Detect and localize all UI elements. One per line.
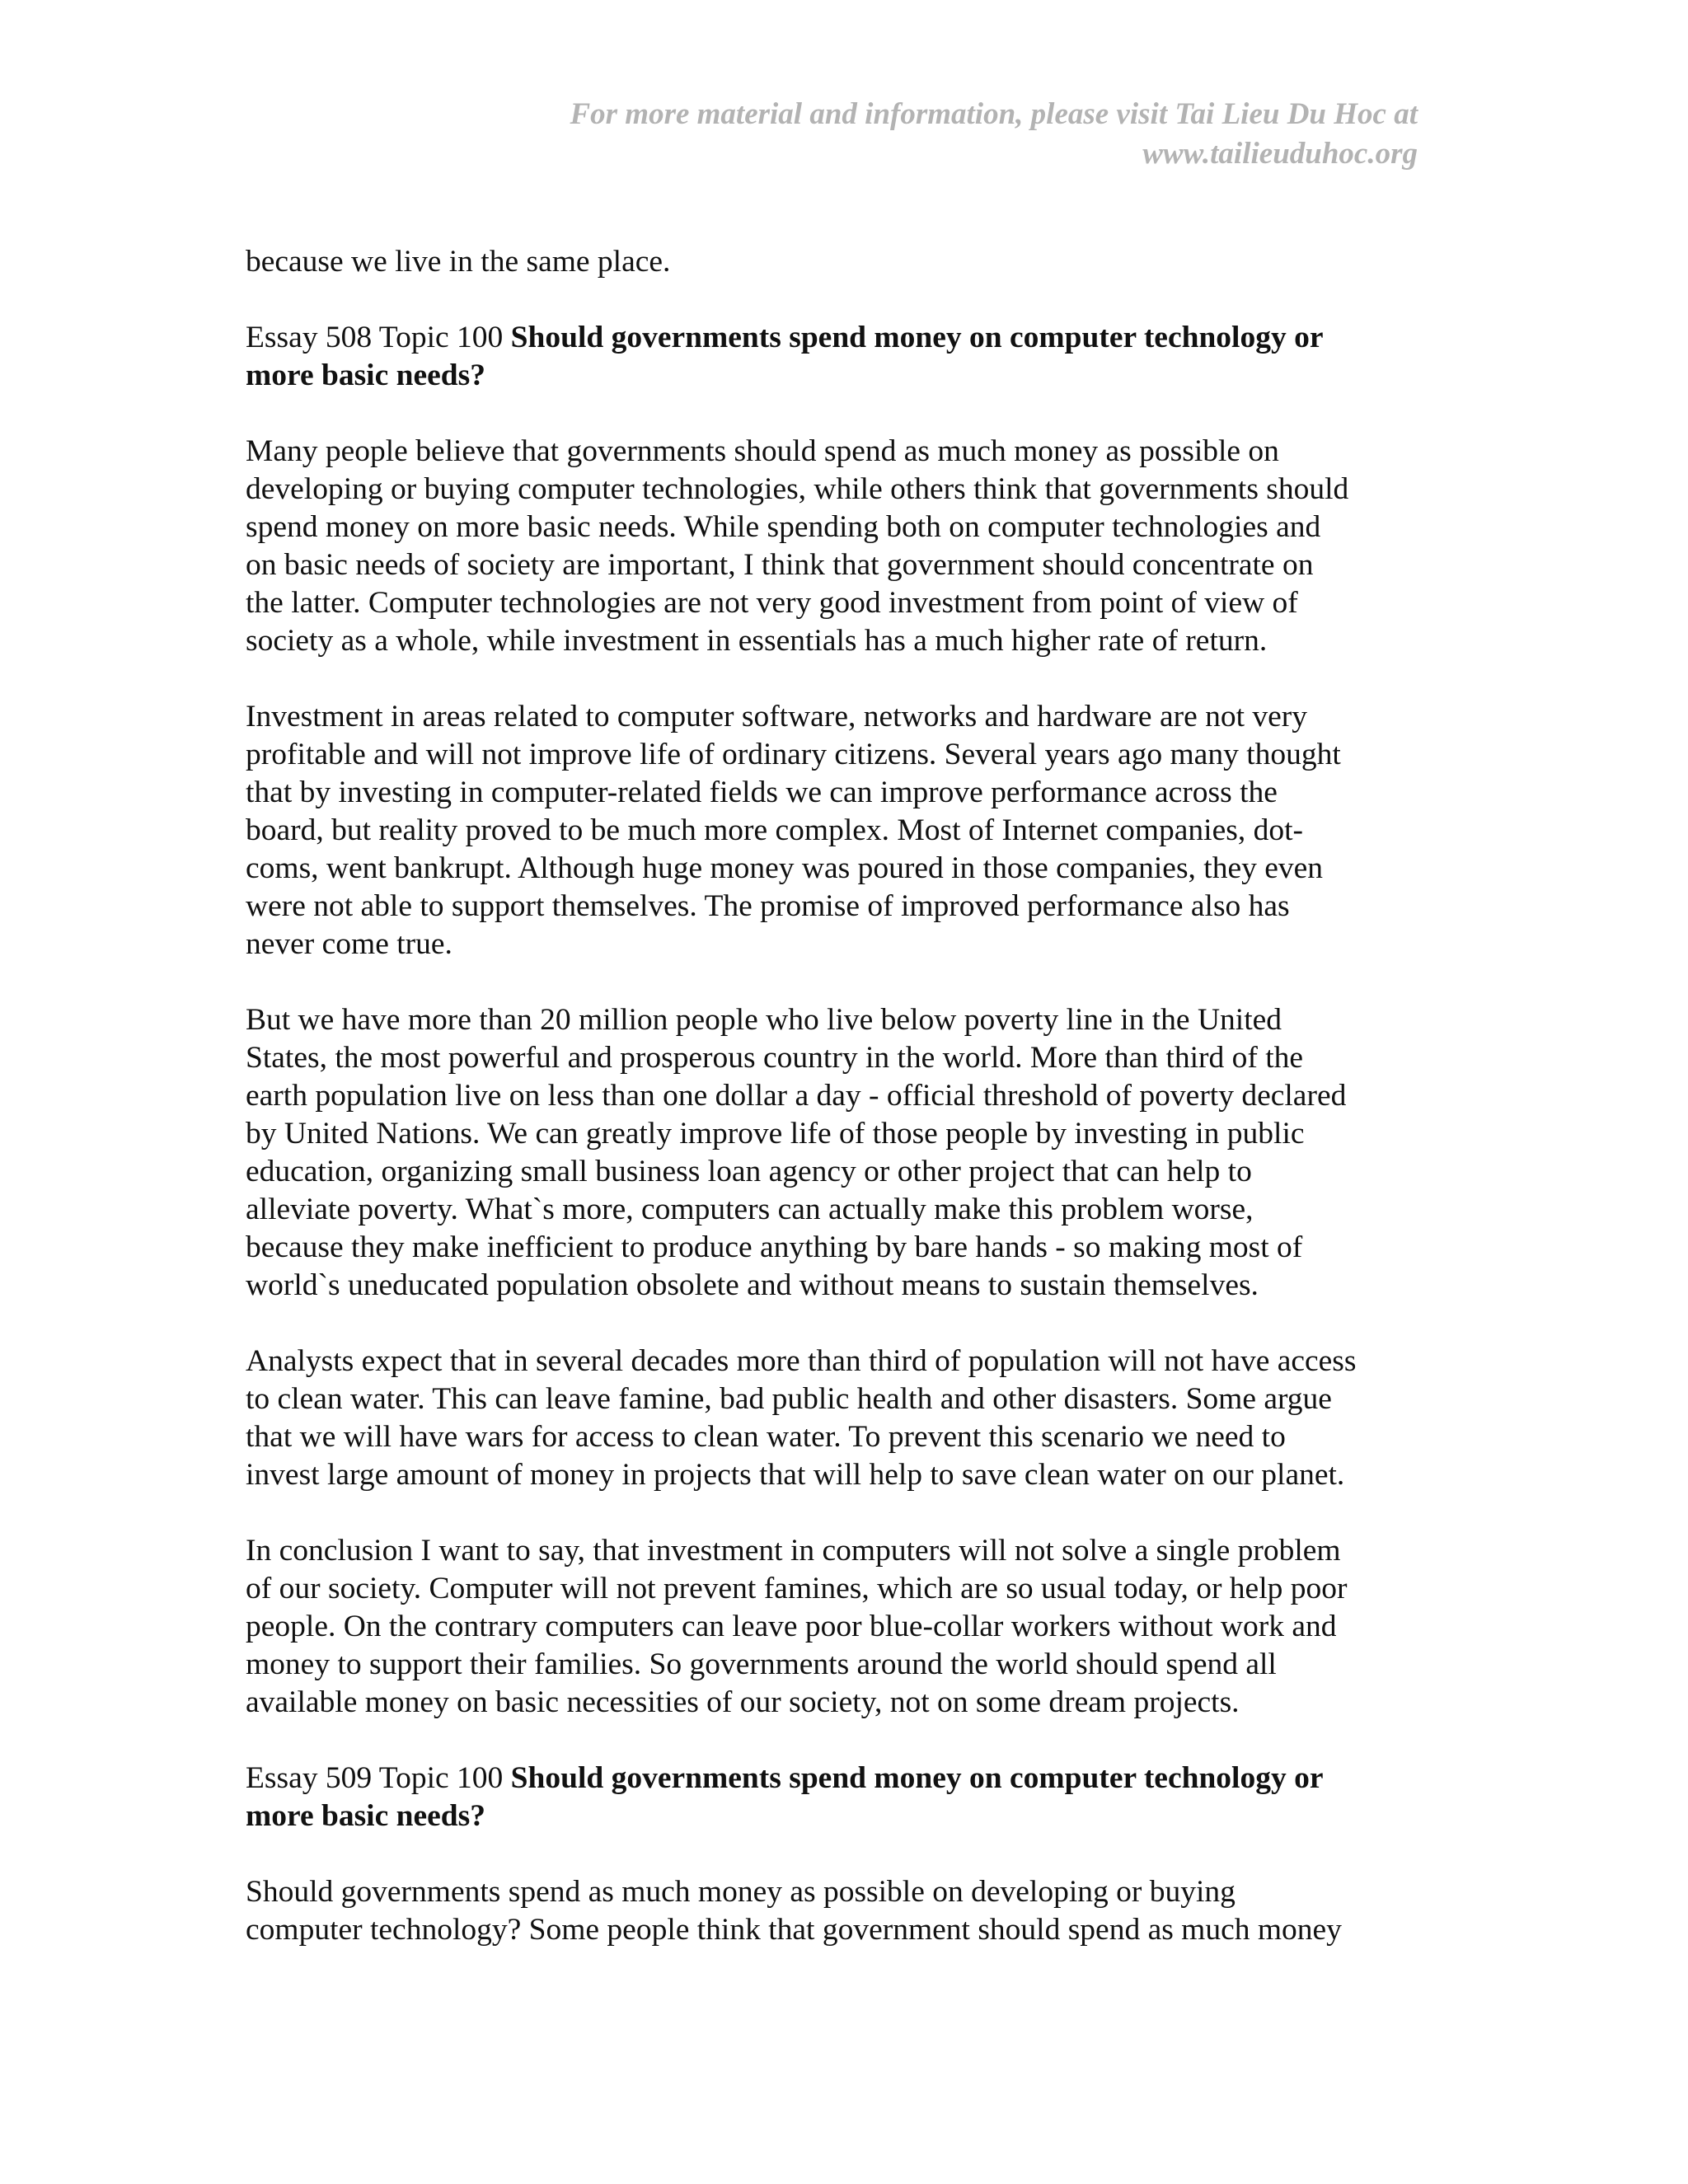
essay-508-prefix: Essay 508 Topic 100 [246,321,511,354]
header-line-2: www.tailieuduhoc.org [1142,137,1418,171]
intro-fragment: because we live in the same place. [246,245,671,279]
essay-508-paragraph-4: Analysts expect that in several decades more than third of population will not have access to clean water. This can leave famine, bad public health and other disasters. Some argue that we will have wars for access to clean water. To prevent this scenario we need to invest large amount of money in projects that will help to save clean water on our planet. [246,1344,1357,1492]
essay-509-heading [246,1760,1432,1835]
essay-509-prefix: Essay 509 Topic 100 [246,1761,511,1795]
essay-508-paragraph-2: Investment in areas related to computer software, networks and hardware are not very profitable and will not improve life of ordinary citizens. Several years ago many thought that by investing in computer-related fields we can improve performance across the board, but reality proved to be much more complex. Most of Internet companies, dot- coms, went bankrupt. Although huge money was poured in those companies, they even were not able to support themselves. The promise of improved performance also has never come true. [246,700,1341,961]
essay-508-paragraph-3: But we have more than 20 million people who live below poverty line in the United States, the most powerful and prosperous country in the world. More than third of the earth population live on less than one dollar a day - official threshold of poverty declared by United Nations. We can greatly improve life of those people by investing in public education, organizing small business loan agency or other project that can help to alleviate poverty. What`s more, computers can actually make this problem worse, because they make inefficient to produce anything by bare hands - so making most of world`s uneducated population obsolete and without means to sustain themselves. [246,1003,1347,1302]
essay-509-paragraph-1: Should governments spend as much money as possible on developing or buying computer technology? Some people think that government should spend as much money [246,1875,1342,1947]
header-line-1: For more material and information, please visit Tai Lieu Du Hoc at [570,97,1418,131]
essay-509-title: Should governments spend money on computer technology or more basic needs? [246,1761,1324,1833]
essay-508-paragraph-5: In conclusion I want to say, that investment in computers will not solve a single problem of our society. Computer will not prevent famines, which are so usual today, or help poor people. On the contrary computers can leave poor blue-collar workers without work and money to support their families. So governments around the world should spend all available money on basic necessities of our society, not on some dream projects. [246,1534,1348,1719]
essay-508-heading [246,319,1432,395]
essay-508-paragraph-1: Many people believe that governments should spend as much money as possible on developing or buying computer technologies, while others think that governments should spend money on more basic needs. While spending both on computer technologies and on basic needs of society are important, I think that government should concentrate on the latter. Computer technologies are not very good investment from point of view of society as a whole, while investment in essentials has a much higher rate of return. [246,434,1349,658]
essay-508-title: Should governments spend money on computer technology or more basic needs? [246,321,1324,392]
page-header [264,95,1418,174]
document-body [246,243,1432,1987]
